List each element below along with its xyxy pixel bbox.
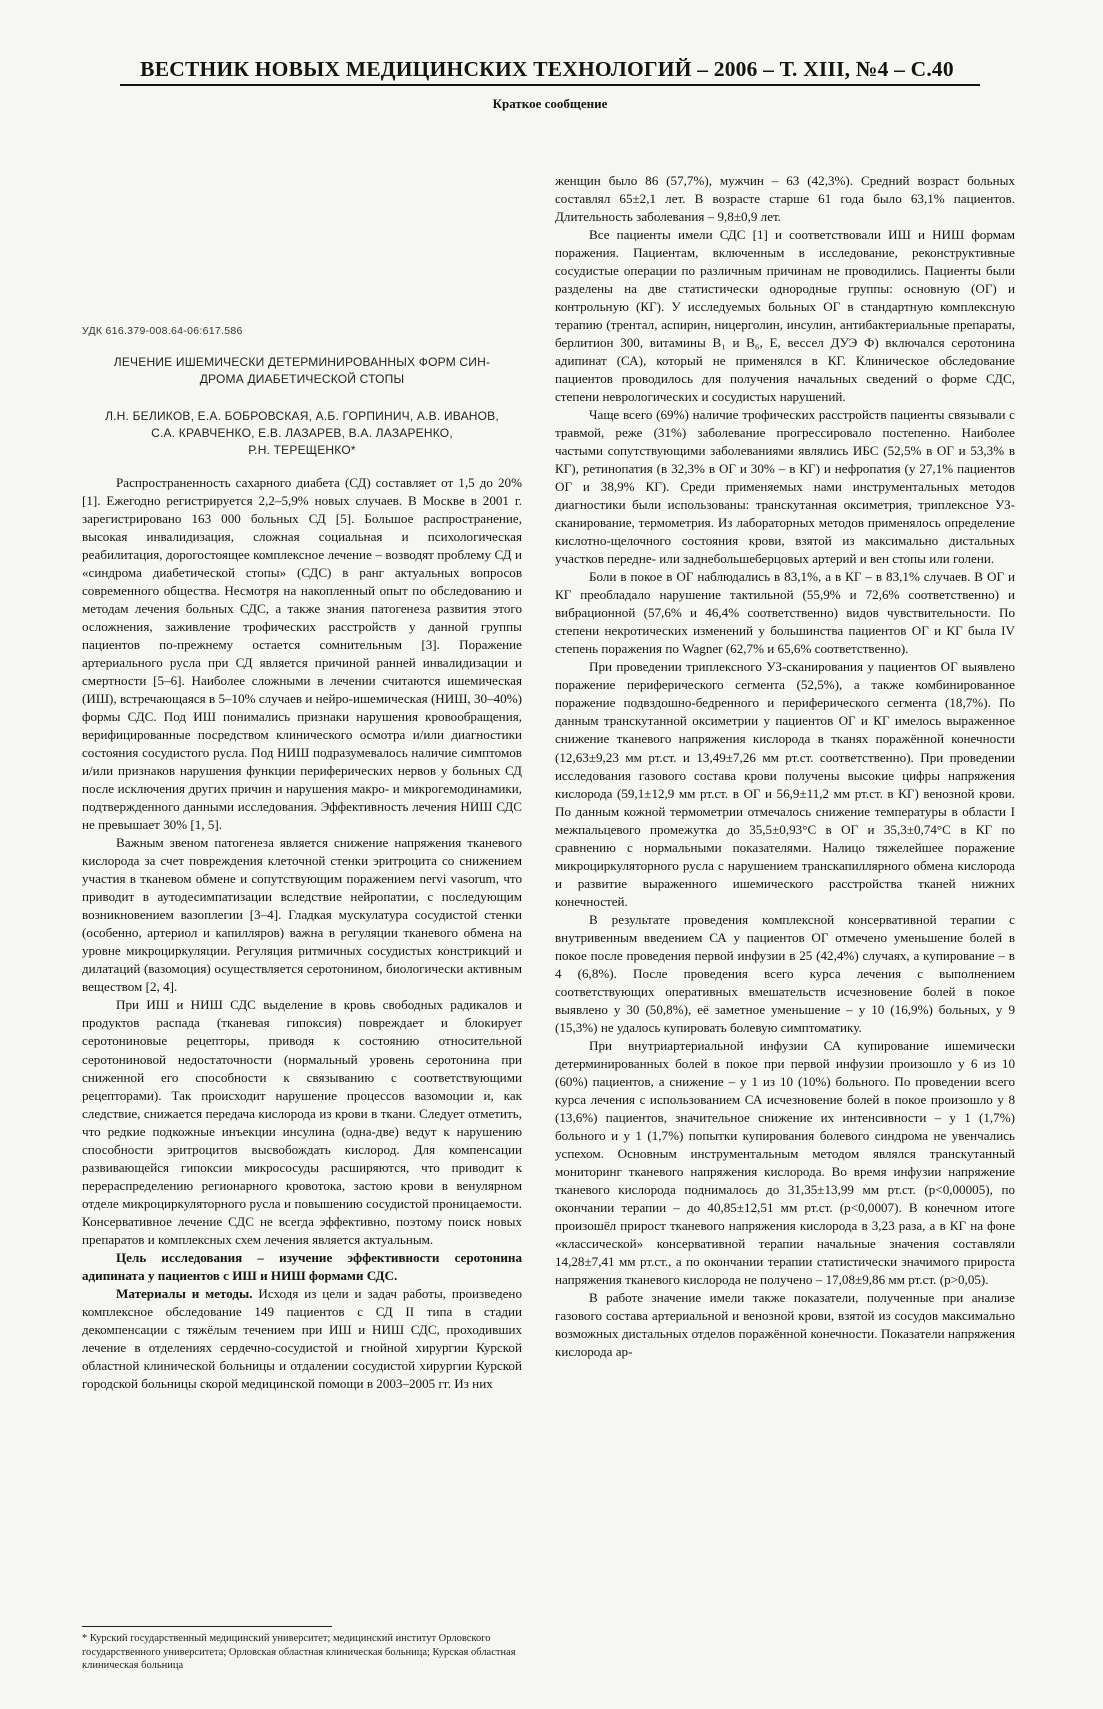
methods-paragraph	[82, 1285, 522, 1393]
author-list	[82, 408, 522, 459]
article-title-line: ЛЕЧЕНИЕ ИШЕМИЧЕСКИ ДЕТЕРМИНИРОВАННЫХ ФОРМ СИН-	[113, 355, 491, 369]
author-line: Л.Н. БЕЛИКОВ, Е.А. БОБРОВСКАЯ, А.Б. ГОРПИНИЧ, А.В. ИВАНОВ,	[105, 409, 499, 423]
paragraph: В результате проведения комплексной консервативной терапии с внутривенным введением СА у пациентов ОГ отмечено уменьшение болей в покое после проведения первой инфузии в 25 (42,4%) случаях, а купирование – в 4 (6,8%). После проведения всего курса лечения с выполнением соответствующих оперативных вмешательств исчезновение болей в покое выявлено у 30 (50,8%), её заметное уменьшение – у 10 (16,9%) больных, у 9 (15,3%) не удалось купировать болевую симптоматику.	[555, 911, 1015, 1035]
aim-label: Цель исследования	[116, 1249, 243, 1265]
journal-header: ВЕСТНИК НОВЫХ МЕДИЦИНСКИХ ТЕХНОЛОГИЙ – 2006 – Т. XIII, №4 – С.40	[140, 57, 954, 81]
author-line: С.А. КРАВЧЕНКО, Е.В. ЛАЗАРЕВ, В.А. ЛАЗАРЕНКО,	[151, 426, 453, 440]
paragraph: При проведении триплексного УЗ-сканирования у пациентов ОГ выявлено поражение периферического сегмента (52,5%), а также комбинированное поражение подвздошно-бедренного и периферического сегмента (18,7%). По данным транскутанной оксиметрии у пациентов ОГ и КГ имелось выраженное снижение тканевого напряжения кислорода в тканях поражённой конечности (12,63±9,23 мм рт.ст. и 13,49±7,26 мм рт.ст. соответственно). При проведении исследования газового состава крови получены высокие цифры напряжения кислорода (59,1±12,9 мм рт.ст. в ОГ и 56,9±11,2 мм рт.ст. в КГ) венозной крови. По данным кожной термометрии отмечалось снижение температуры в области I межпальцевого промежутка до 35,5±0,93°С в ОГ и 35,3±0,74°С в КГ по сравнению с нормальными показателями. Налицо тяжелейшее поражение микроциркуляторного русла с нарушением транскапиллярного обмена кислорода и развитие выраженного ишемического расстройства тканей нижних конечностей.	[555, 659, 1015, 909]
left-column	[82, 474, 522, 1393]
methods-text: Исходя из цели и задач работы, произведено комплексное обследование 149 пациентов с СД II типа в стадии декомпенсации с тяжёлым течением при ИШ и НИШ СДС, проходивших лечение в отделениях сердечно-сосудистой и гнойной хирургии Курской областной клинической больницы и отдалении сосудистой хирургии Курской городской больницы скорой медицинской помощи в 2003–2005 гг. Из них	[82, 1285, 522, 1391]
methods-label: Материалы и методы.	[116, 1285, 253, 1301]
paragraph: Чаще всего (69%) наличие трофических расстройств пациенты связывали с травмой, реже (31%) заболевание прогрессировало постепенно. Наиболее частыми сопутствующими заболеваниями являлись ИБС (52,5% в ОГ и 53,3% в КГ), ретинопатия (в 32,3% в ОГ и 30% – в КГ) и нефропатия (у 27,1% пациентов ОГ и 38,9% КГ). Среди применяемых нами инструментальных методов диагностики были использованы: транскутанная оксиметрия, триплексное УЗ-сканирование, термометрия. Из лабораторных методов применялось определение кислотно-щелочного состояния крови, взятой из максимально дистальных участков передне- или заднебольшеберцовых артерий и вен стопы или голени.	[555, 407, 1015, 567]
paragraph: В работе значение имели также показатели, полученные при анализе газового состава артериальной и венозной крови, взятой из сосудов максимально возможных дистальных отделов поражённой конечности. Показатели напряжения кислорода ар-	[555, 1289, 1015, 1360]
paragraph: При ИШ и НИШ СДС выделение в кровь свободных радикалов и продуктов распада (тканевая гипоксия) повреждает и блокирует серотониновые рецепторы, приводя к состоянию относительной серотониновой недостаточности (нормальный уровень серотонина при сниженной его способности к связыванию с соответствующими рецепторами). Так происходит нарушение процессов вазомоции и, как следствие, снижается передача кислорода из крови в ткани. Следует отметить, что редкие подкожные инъекции инсулина (одна-две) ведут к нарушению способности эритроцитов высвобождать кислород. Для компенсации развивающейся гипоксии микрососуды расширяются, что приводит к перераспределению регионарного кровотока, застою крови в венулярном отделе микроциркуляторного русла и повышению сосудистой проницаемости. Консервативное лечение СДС не всегда эффективно, поэтому поиск новых препаратов и комплексных схем лечения является актуальным.	[82, 997, 522, 1247]
article-title-line: ДРОМА ДИАБЕТИЧЕСКОЙ СТОПЫ	[199, 372, 405, 386]
paragraph: женщин было 86 (57,7%), мужчин – 63 (42,3%). Средний возраст больных составлял 65±2,1 лет. В возрасте старше 61 года было 63,1% пациентов. Длительность заболевания – 9,8±0,9 лет.	[555, 173, 1015, 225]
paragraph: Распространенность сахарного диабета (СД) составляет от 1,5 до 20% [1]. Ежегодно регистрируется 2,2–5,9% новых случаев. В Москве в 2001 г. зарегистрировано 163 000 больных СД [5]. Большое распространение, высокая инвалидизация, сложная социальная и психологическая реабилитация, дорогостоящее комплексное лечение – возводят проблему СД и «синдрома диабетической стопы» (СДС) в ранг актуальных вопросов современного общества. Несмотря на накопленный опыт по обследованию и методам лечения больных СДС, а также знания патогенеза развития этого осложнения, заживление трофических расстройств у данной группы пациентов по-прежнему остается сомнительным [3]. Поражение артериального русла при СД является причиной ранней инвалидизации и смертности [5–6]. Наиболее сложными в лечении считаются ишемическая (ИШ), встречающаяся в 5–10% случаев и нейро-ишемическая (НИШ, 30–40%) формы СДС. Под ИШ понимались признаки нарушения кровообращения, верифицированные посредством клинического осмотра и/или диагностики состояния сосудистого русла. Под НИШ подразумевалось наличие симптомов и/или признаков нарушения функции периферических нервов у больных СД после исключения других причин и нарушения макро- и микрогемодинамики, подтвержденного данными исследования. Эффективность лечения НИШ СДС не превышает 30% [1, 5].	[82, 475, 522, 833]
footnote: * Курский государственный медицинский университет; медицинский институт Орловского государственного университета; Орловская областная клиническая больница; Курская областная клиническая больница	[82, 1633, 516, 1671]
header-rule	[120, 84, 980, 86]
paragraph: Все пациенты имели СДС [1] и соответствовали ИШ и НИШ формам поражения. Пациентам, включенным в исследование, реконструктивные сосудистые операции по различным причинам не проводились. Пациенты были разделены на две статистически однородные группы: основную (ОГ) и контрольную (КГ). У исследуемых больных ОГ в стандартную комплексную терапию (трентал, аспирин, ницерголин, инсулин, антибактериальные препараты, берлитион 300, витамины B₁ и B₆, E, вессел ДУЭ Ф) включался серотонина адипинат (СА), который не применялся в КГ. Клиническое обследование пациентов проводилось для получения начальных сведений о форме СДС, степени неврологических и сосудистых нарушений.	[555, 227, 1015, 405]
paragraph: При внутриартериальной инфузии СА купирование ишемически детерминированных болей в покое при первой инфузии произошло у 6 из 10 (60%) пациентов, а снижение – у 1 из 10 (10%) больного. По проведении всего курса лечения с использованием СА исчезновение болей в покое произошло у 8 (13,6%) пациентов, значительное снижение их интенсивности – у 1 (1,7%) больного и у 1 (1,7%) попытки купирования болевого синдрома не увенчались успехом. Основным инструментальным методом являлся транскутанный мониторинг тканевого напряжения кислорода. Во время инфузии напряжение тканевого кислорода поднималось до 31,35±13,99 мм рт.ст. (p<0,00005), по окончании терапии – до 40,85±12,51 мм рт.ст. (p<0,0007). В конечном итоге произошёл прирост тканевого напряжения кислорода в 3,23 раза, а в КГ на фоне «классической» консервативной терапии начальные значения составляли 14,28±7,41 мм рт.ст., а по окончании терапии статистически значимого прироста напряжения тканевого кислорода не получено – 17,08±9,86 мм рт.ст. (p>0,05).	[555, 1037, 1015, 1287]
udk-code: УДК 616.379-008.64-06:617.586	[82, 325, 243, 337]
paragraph: Боли в покое в ОГ наблюдались в 83,1%, а в КГ – в 83,1% случаев. В ОГ и КГ преобладало нарушение тактильной (55,9% и 72,6% соответственно) и вибрационной (57,6% и 46,4% соответственно) видов чувствительности. По степени некротических изменений у большинства пациентов ОГ и КГ была IV степень поражения по Wagner (62,7% и 65,6% соответственно).	[555, 569, 1015, 657]
right-column	[555, 172, 1015, 1361]
aim-text: – изучение эффективности серотонина адипината у пациентов с ИШ и НИШ формами СДС.	[82, 1249, 522, 1283]
author-line: Р.Н. ТЕРЕЩЕНКО*	[248, 443, 356, 457]
section-label: Краткое сообщение	[492, 96, 608, 111]
aim-paragraph	[82, 1249, 522, 1285]
footnote-rule	[82, 1626, 332, 1627]
paragraph: Важным звеном патогенеза является снижение напряжения тканевого кислорода за счет повреждения клеточной стенки эритроцита со снижением участия в тканевом обмене и сопутствующим поражением nervi vasorum, что приводит в аутодесимпатизации вследствие нейропатии, с последующим возникновением вазоплегии [3–4]. Гладкая мускулатура сосудистой стенки (особенно, артериол и капилляров) важна в регуляции тканевого обмена на уровне микроциркуляции. Регуляция ритмичных сосудистых констрикций и дилатаций (вазомоция) осуществляется серотонином, биологически активным веществом [2, 4].	[82, 835, 522, 995]
article-title	[82, 354, 522, 388]
